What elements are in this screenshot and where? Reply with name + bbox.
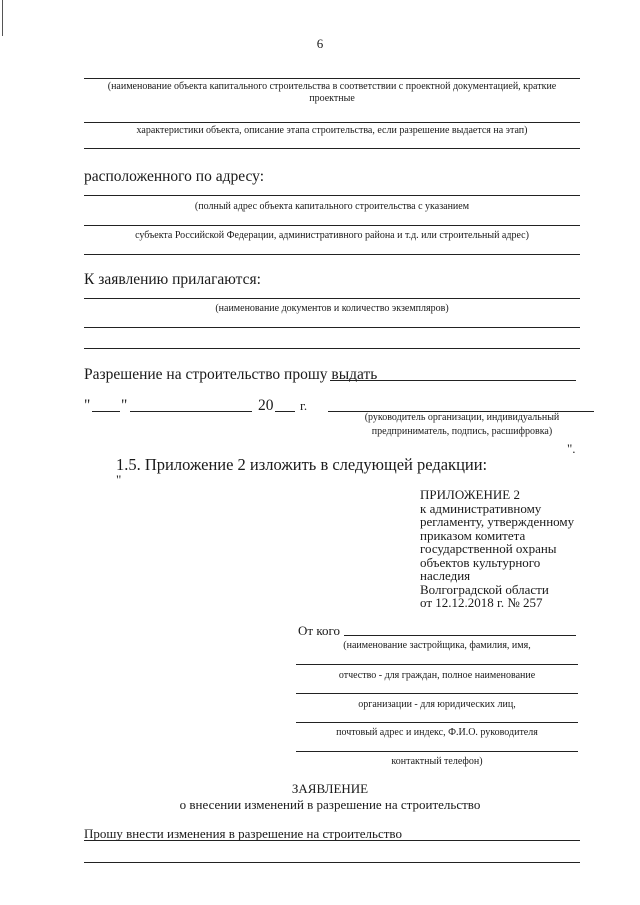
from-caption-3: организации - для юридических лиц, — [358, 699, 516, 710]
appendix-line: приказом комитета — [420, 527, 526, 543]
attachments-line-2 — [84, 327, 580, 328]
from-caption-1: (наименование застройщика, фамилия, имя, — [343, 640, 531, 651]
address-line-3 — [84, 254, 580, 255]
object-caption-2: характеристики объекта, описание этапа строительства, если разрешение выдается на этап) — [136, 125, 528, 136]
address-label: расположенного по адресу: — [84, 168, 264, 185]
date-quote-mid: " — [121, 397, 128, 414]
from-caption-2: отчество - для граждан, полное наименование — [338, 670, 536, 681]
appendix-title: ПРИЛОЖЕНИЕ 2 — [420, 487, 520, 502]
object-line-2 — [84, 122, 580, 123]
appendix-line: объектов культурного — [420, 554, 541, 570]
closing-quote: ". — [567, 441, 576, 456]
date-year-line — [275, 411, 295, 412]
address-caption-2: субъекта Российской Федерации, административного района и т.д. или строительный адрес) — [135, 230, 529, 241]
date-day-line — [92, 411, 120, 412]
signature-caption-2: предприниматель, подпись, расшифровка) — [371, 426, 553, 437]
appendix-line: от 12.12.2018 г. № 257 — [420, 595, 543, 610]
statement-title: ЗАЯВЛЕНИЕ — [291, 781, 369, 796]
amendment-text: 1.5. Приложение 2 изложить в следующей редакции: — [116, 455, 488, 474]
attachments-line-3 — [84, 348, 580, 349]
appendix-line: регламенту, утвержденному — [420, 514, 575, 529]
date-year-prefix: 20 — [258, 397, 274, 414]
date-month-line — [130, 411, 252, 412]
from-line-1 — [344, 635, 576, 636]
address-line-1 — [84, 195, 580, 196]
appendix-line: наследия — [420, 568, 471, 583]
object-caption-1: (наименование объекта капитального строительства в соответствии с проектной документацией, краткие проектные — [107, 81, 557, 104]
permit-line — [330, 380, 576, 381]
statement-line-2 — [84, 862, 580, 863]
address-caption-1: (полный адрес объекта капитального строительства с указанием — [194, 201, 470, 212]
appendix-line: к административному — [420, 500, 542, 516]
amendment-quote: " — [116, 472, 122, 487]
page-number: 6 — [316, 36, 324, 51]
date-quote-open: " — [84, 397, 91, 414]
statement-body-line — [84, 840, 580, 841]
attachments-caption: (наименование документов и количество экземпляров) — [215, 303, 449, 314]
permit-label: Разрешение на строительство прошу выдать — [84, 366, 378, 383]
from-caption-5: контактный телефон) — [391, 756, 483, 767]
attachments-label: К заявлению прилагаются: — [84, 271, 261, 288]
signature-caption-1: (руководитель организации, индивидуальный — [364, 412, 560, 423]
scan-edge-mark — [2, 0, 3, 36]
object-line-3 — [84, 148, 580, 149]
from-line-3 — [296, 693, 578, 694]
from-line-2 — [296, 664, 578, 665]
from-line-4 — [296, 722, 578, 723]
appendix-block — [420, 488, 600, 610]
appendix-line: Волгоградской области — [420, 581, 549, 597]
date-year-suffix: г. — [300, 398, 308, 413]
from-label: От кого — [298, 623, 340, 638]
attachments-line-1 — [84, 298, 580, 299]
appendix-line: государственной охраны — [420, 541, 557, 556]
from-caption-4: почтовый адрес и индекс, Ф.И.О. руководителя — [336, 727, 538, 738]
from-line-5 — [296, 751, 578, 752]
statement-subtitle: о внесении изменений в разрешение на строительство — [179, 797, 481, 812]
address-line-2 — [84, 225, 580, 226]
statement-body: Прошу внести изменения в разрешение на строительство — [84, 826, 402, 841]
object-line-1 — [84, 78, 580, 79]
